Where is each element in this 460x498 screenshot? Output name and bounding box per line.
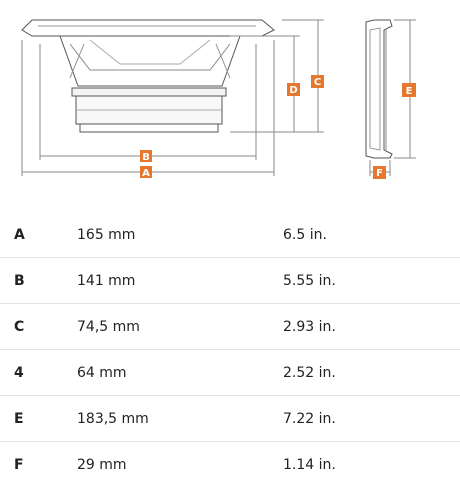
dimension-inch: 2.52 in. bbox=[283, 365, 336, 381]
speaker-profile-drawing bbox=[22, 20, 274, 132]
dimension-mm: 165 mm bbox=[77, 227, 136, 243]
label-d bbox=[287, 83, 300, 96]
dimension-mm: 64 mm bbox=[77, 365, 127, 381]
dimension-table bbox=[0, 212, 460, 488]
label-e bbox=[402, 83, 416, 97]
table-row bbox=[0, 442, 460, 488]
dimension-key: C bbox=[14, 319, 25, 335]
svg-text:B: B bbox=[142, 152, 150, 163]
dimension-inch: 5.55 in. bbox=[283, 273, 336, 289]
speaker-side-view bbox=[366, 20, 392, 158]
speaker-dimension-diagram bbox=[0, 0, 460, 185]
dimension-mm: 183,5 mm bbox=[77, 411, 149, 427]
dimension-inch: 1.14 in. bbox=[283, 457, 336, 473]
label-c bbox=[311, 75, 324, 88]
dimension-key: A bbox=[14, 227, 25, 243]
svg-text:E: E bbox=[405, 86, 413, 97]
dimension-key: F bbox=[14, 457, 24, 473]
dimension-inch: 7.22 in. bbox=[283, 411, 336, 427]
dimension-inch: 2.93 in. bbox=[283, 319, 336, 335]
label-a bbox=[140, 166, 152, 179]
dimension-mm: 74,5 mm bbox=[77, 319, 140, 335]
label-f bbox=[373, 166, 386, 179]
table-row bbox=[0, 258, 460, 304]
svg-text:A: A bbox=[142, 168, 150, 179]
dimension-key: E bbox=[14, 411, 24, 427]
table-row bbox=[0, 304, 460, 350]
dimension-key: B bbox=[14, 273, 25, 289]
svg-text:D: D bbox=[289, 85, 298, 96]
table-row bbox=[0, 396, 460, 442]
table-row bbox=[0, 350, 460, 396]
dimension-mm: 29 mm bbox=[77, 457, 127, 473]
dimension-key: 4 bbox=[14, 365, 24, 381]
svg-text:F: F bbox=[376, 168, 383, 179]
table-row bbox=[0, 212, 460, 258]
dimension-inch: 6.5 in. bbox=[283, 227, 327, 243]
label-b bbox=[140, 150, 152, 163]
svg-text:C: C bbox=[313, 77, 322, 88]
dimension-mm: 141 mm bbox=[77, 273, 136, 289]
